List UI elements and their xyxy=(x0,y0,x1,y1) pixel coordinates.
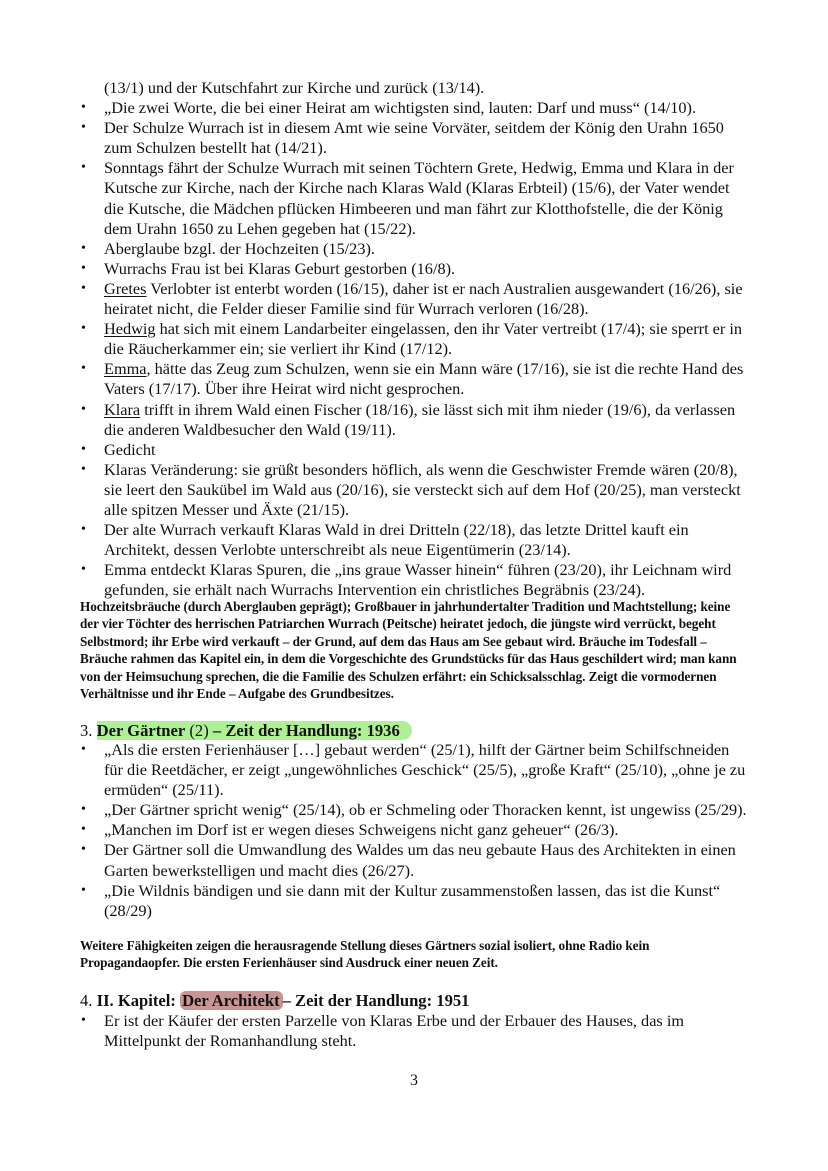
list-item-text: Er ist der Käufer der ersten Parzelle von Klaras Erbe und der Erbauer des Hauses, das im Mittelpunkt der Romanhandlung steht. xyxy=(104,1011,685,1051)
list-item xyxy=(80,560,752,600)
list-item-text: „Die zwei Worte, die bei einer Heirat am wichtigsten sind, lauten: Darf und muss“ (14/10). xyxy=(104,98,697,118)
list-item xyxy=(80,820,752,840)
bullet-icon: • xyxy=(81,260,86,276)
bullet-icon: • xyxy=(81,100,86,116)
bullet-list-section-3 xyxy=(80,740,752,921)
section-2-summary: Hochzeitsbräuche (durch Aberglauben geprägt); Großbauer in jahrhundertalter Tradition und Machtstellung; keine der vier Töchter des herrischen Patriarchen Wurrach (Peitsche) heiratet jedoch, die jüngste wird verrückt, begeht Selbstmord; ihr Erbe wird verkauft – der Grund, auf dem das Haus am See gebaut wird. Bräuche im Todesfall – Bräuche rahmen das Kapitel ein, in dem die Vorgeschichte des Grundstücks für das Haus geschildert wird; man kann von der Heimsuchung sprechen, die die Familie des Schulzen erfährt: ein Schicksalsschlag. Zeigt die vormodernen Verhältnisse und ihr Ende – Aufgabe des Grundbesitzes. xyxy=(80,599,737,702)
bullet-icon: • xyxy=(81,120,86,136)
list-item xyxy=(80,319,752,359)
list-item xyxy=(80,158,752,238)
highlighted-title: Der Architekt xyxy=(180,991,283,1010)
bullet-icon: • xyxy=(81,522,86,538)
underlined-name: Klara xyxy=(104,399,141,419)
bullet-icon: • xyxy=(81,441,86,457)
heading-title-bold: Der Gärtner xyxy=(96,721,186,740)
list-item-text: Der Gärtner soll die Umwandlung des Waldes um das neu gebaute Haus des Architekten in einen Garten bewerkstelligen und macht dies (26/27). xyxy=(104,840,736,880)
bullet-icon: • xyxy=(81,882,86,898)
list-item xyxy=(80,279,752,319)
list-item xyxy=(80,359,752,399)
list-item-text: Emma entdeckt Klaras Spuren, die „ins graue Wasser hinein“ führen (23/20), ihr Leichnam wird gefunden, sie erhält nach Wurrachs Intervention ein christliches Begräbnis (23/24). xyxy=(104,560,732,600)
heading-title-rest: – Zeit der Handlung: 1936 xyxy=(212,721,400,740)
heading-number: 4. xyxy=(80,991,93,1010)
list-item-text: Der alte Wurrach verkauft Klaras Wald in drei Dritteln (22/18), das letzte Drittel kauft ein Architekt, dessen Verlobte unterschreibt als neue Eigentümerin (23/14). xyxy=(104,520,689,560)
list-item xyxy=(80,118,752,158)
list-item xyxy=(80,520,752,560)
section-4-list-block xyxy=(80,1011,752,1051)
list-item-text: Verlobter ist enterbt worden (16/15), daher ist er nach Australien ausgewandert (16/26), sie heiratet nicht, die Felder dieser Familie sind für Wurrach verloren (16/28). xyxy=(104,278,743,319)
section-3-summary: Weitere Fähigkeiten zeigen die herausragende Stellung dieses Gärtners sozial isoliert, ohne Radio kein Propagandaopfer. Die ersten Ferienhäuser sind Ausdruck einer neuen Zeit. xyxy=(80,938,650,971)
list-item-text: Der Schulze Wurrach ist in diesem Amt wie seine Vorväter, seitdem der König den Urahn 1650 zum Schulzen bestellt hat (14/21). xyxy=(104,118,724,158)
bullet-icon: • xyxy=(81,160,86,176)
list-item-text: , hätte das Zeug zum Schulzen, wenn sie ein Mann wäre (17/16), sie ist die rechte Hand des Vaters (17/17). Über ihre Heirat wird nicht gesprochen. xyxy=(104,359,744,399)
list-item xyxy=(80,239,752,259)
bullet-icon: • xyxy=(81,461,86,477)
list-item xyxy=(80,840,752,880)
continuation-line: (13/1) und der Kutschfahrt zur Kirche und zurück (13/14). xyxy=(104,78,485,97)
list-item xyxy=(80,881,752,921)
bullet-list-section-2 xyxy=(80,98,752,600)
bullet-icon: • xyxy=(81,802,86,818)
section-3-heading xyxy=(80,720,752,741)
list-item-text: Wurrachs Frau ist bei Klaras Geburt gestorben (16/8). xyxy=(104,258,456,278)
list-item-text: „Die Wildnis bändigen und sie dann mit der Kultur zusammenstoßen lassen, das ist die Kunst“ (28/29) xyxy=(104,880,721,920)
bullet-icon: • xyxy=(81,1013,86,1028)
section-2-list-block xyxy=(80,78,752,600)
bullet-icon: • xyxy=(81,240,86,256)
bullet-icon: • xyxy=(81,321,86,337)
list-item xyxy=(80,259,752,279)
list-item xyxy=(80,400,752,440)
list-item xyxy=(80,740,752,800)
section-4-heading xyxy=(80,990,752,1011)
list-item-text: „Der Gärtner spricht wenig“ (25/14), ob er Schmeling oder Thoracken kennt, ist ungewiss (25/29). xyxy=(104,800,747,820)
underlined-name: Emma xyxy=(104,359,147,379)
list-item-text: „Als die ersten Ferienhäuser […] gebaut werden“ (25/1), hilft der Gärtner beim Schilfschneiden für die Reetdächer, er zeigt „ungewöhnliches Geschick“ (25/5), „große Kraft“ (25/10), „ohne je zu ermüden“ (25/11). xyxy=(104,740,746,800)
underlined-name: Hedwig xyxy=(104,319,156,339)
bullet-icon: • xyxy=(81,822,86,838)
heading-title-regular: (2) xyxy=(189,721,209,740)
heading-number: 3. xyxy=(80,721,93,740)
list-item xyxy=(80,98,752,118)
list-item-text: trifft in ihrem Wald einen Fischer (18/16), sie lässt sich mit ihm nieder (19/6), da verlassen die anderen Waldbesucher den Wald (19/11). xyxy=(104,399,736,439)
heading-chapter: II. Kapitel: xyxy=(96,991,176,1010)
bullet-icon: • xyxy=(81,280,86,296)
heading-title-rest: – Zeit der Handlung: 1951 xyxy=(282,991,470,1010)
list-item-text: Gedicht xyxy=(104,439,156,459)
section-3-list-block xyxy=(80,740,752,921)
highlighted-title xyxy=(97,721,412,740)
list-item xyxy=(80,440,752,460)
bullet-icon: • xyxy=(81,401,86,417)
list-item xyxy=(80,800,752,820)
bullet-icon: • xyxy=(81,361,86,377)
page-number: 3 xyxy=(410,1072,418,1089)
bullet-icon: • xyxy=(81,842,86,858)
list-item xyxy=(80,460,752,520)
list-item-text: Sonntags fährt der Schulze Wurrach mit seinen Töchtern Grete, Hedwig, Emma und Klara in der Kutsche zur Kirche, nach der Kirche nach Klaras Wald (Klaras Erbteil) (15/6), der Vater wendet die Kutsche, die Mädchen pflücken Himbeeren und man fährt zur Klotthofstelle, die der König dem Urahn 1650 zu Lehen gegeben hat (15/22). xyxy=(104,158,734,238)
list-item-text: hat sich mit einem Landarbeiter eingelassen, den ihr Vater vertreibt (17/4); sie sperrt er in die Räucherkammer ein; sie verliert ihr Kind (17/12). xyxy=(104,319,743,359)
bullet-list-section-4 xyxy=(80,1011,752,1051)
list-item xyxy=(80,1011,752,1051)
list-item-text: „Manchen im Dorf ist er wegen dieses Schweigens nicht ganz geheuer“ (26/3). xyxy=(104,820,619,840)
bullet-icon: • xyxy=(81,562,86,578)
list-item-text: Aberglaube bzgl. der Hochzeiten (15/23). xyxy=(104,238,375,258)
list-item-text: Klaras Veränderung: sie grüßt besonders höflich, als wenn die Geschwister Fremde wären (20/8), sie leert den Saukübel im Wald aus (20/16), sie versteckt sich auf dem Hof (20/25), man versteckt alle spitzen Messer und Äxte (21/15). xyxy=(104,459,741,519)
bullet-icon: • xyxy=(81,742,86,757)
underlined-name: Gretes xyxy=(104,278,147,298)
